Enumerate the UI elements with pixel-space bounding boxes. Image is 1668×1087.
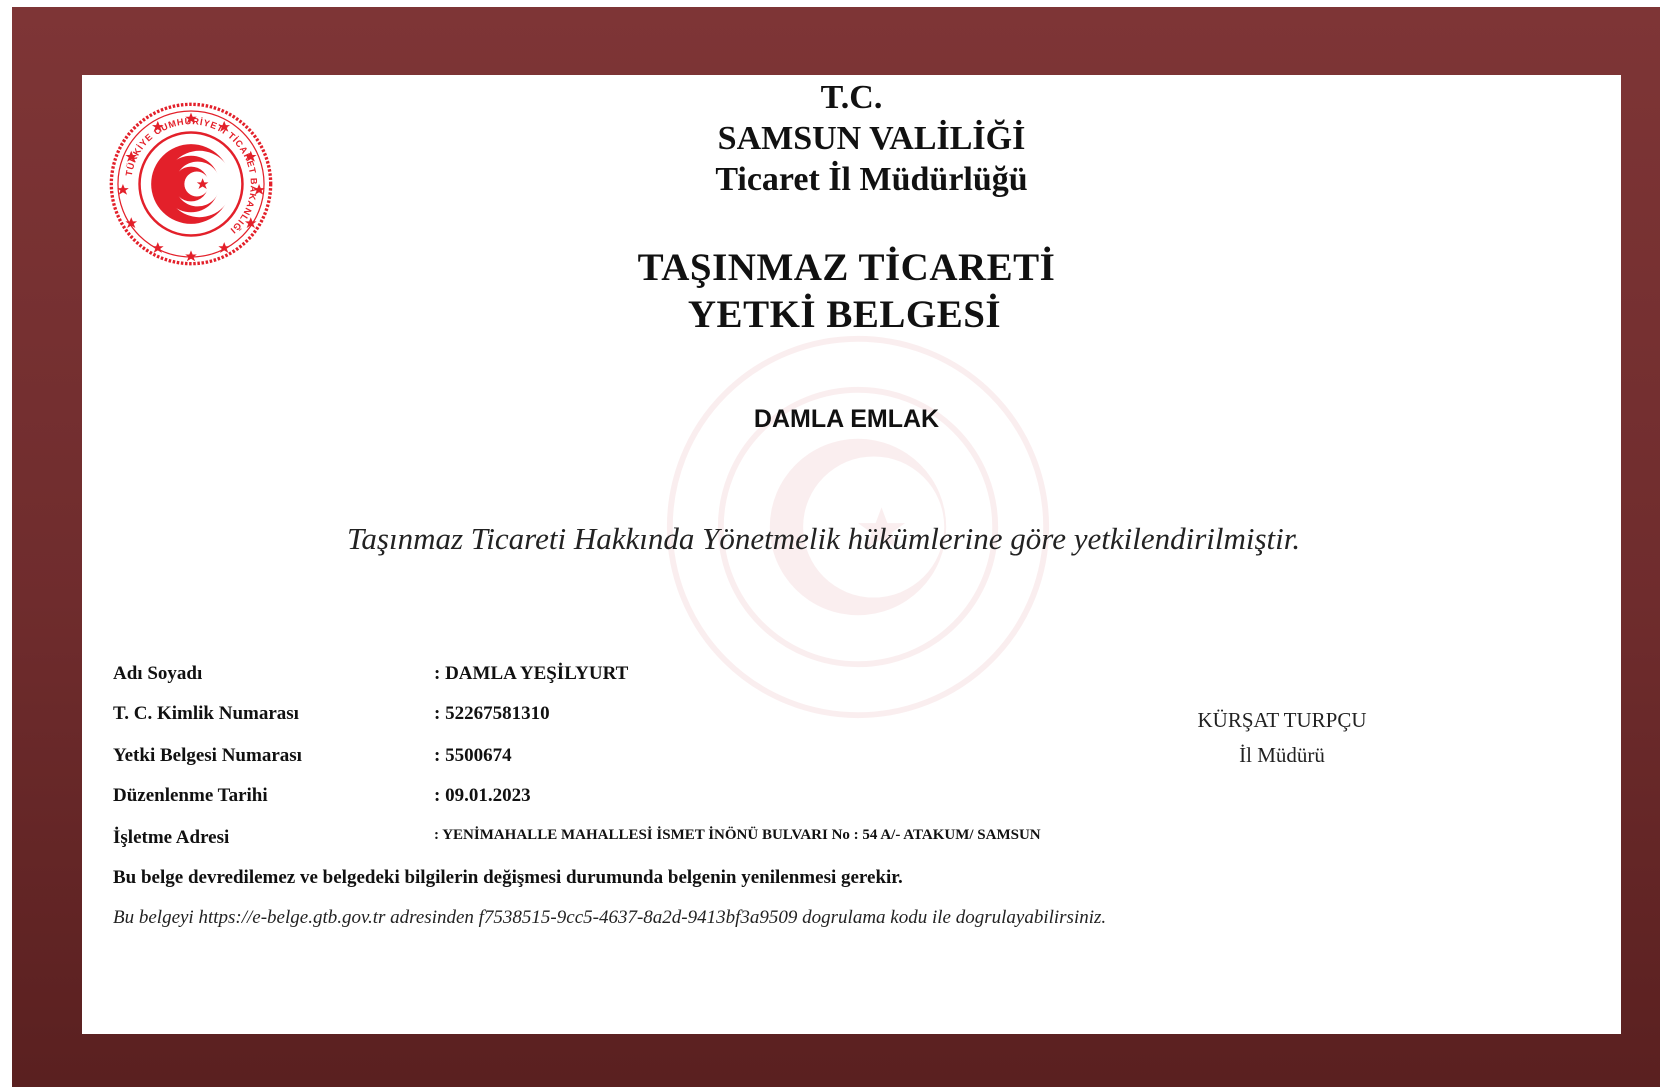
field-value-name: : DAMLA YEŞİLYURT: [434, 663, 629, 684]
seal-ring-text: TÜRKİYE CUMHURİYETİ TİCARET BAKANLIĞI: [123, 116, 259, 236]
certificate-frame: [12, 7, 1660, 1087]
non-transferable-notice: Bu belge devredilemez ve belgedeki bilgilerin değişmesi durumunda belgenin yenilenmesi gerekir.: [113, 867, 903, 888]
field-value-issue-date: : 09.01.2023: [434, 785, 531, 806]
field-label-id-number: T. C. Kimlik Numarası: [113, 703, 299, 724]
verification-note: Bu belgeyi https://e-belge.gtb.gov.tr adresinden f7538515-9cc5-4637-8a2d-9413bf3a9509 dogrulama kodu ile dogrulayabilirsiniz.: [113, 907, 1107, 928]
signer-title: İl Müdürü: [1239, 743, 1325, 767]
field-value-business-address: : YENİMAHALLE MAHALLESİ İSMET İNÖNÜ BULVARI No : 54 A/- ATAKUM/ SAMSUN: [434, 827, 1041, 843]
certificate-title-line1: TAŞINMAZ TİCARETİ: [637, 246, 1056, 289]
certificate-title-line2: YETKİ BELGESİ: [687, 293, 1002, 336]
company-name: DAMLA EMLAK: [753, 405, 940, 433]
signer-name: KÜRŞAT TURPÇU: [1197, 708, 1367, 732]
certificate-sheet: [82, 75, 1621, 1034]
field-value-certificate-number: : 5500674: [434, 745, 512, 766]
field-label-issue-date: Düzenlenme Tarihi: [113, 785, 268, 806]
field-label-certificate-number: Yetki Belgesi Numarası: [113, 745, 302, 766]
field-label-business-address: İşletme Adresi: [113, 827, 230, 848]
field-label-name: Adı Soyadı: [113, 663, 203, 684]
authorization-text: Taşınmaz Ticareti Hakkında Yönetmelik hükümlerine göre yetkilendirilmiştir.: [347, 521, 1301, 556]
header-directorate: Ticaret İl Müdürlüğü: [715, 161, 1028, 198]
header-governorship: SAMSUN VALİLİĞİ: [717, 120, 1026, 157]
field-value-id-number: : 52267581310: [434, 703, 550, 724]
header-tc: T.C.: [820, 79, 883, 116]
